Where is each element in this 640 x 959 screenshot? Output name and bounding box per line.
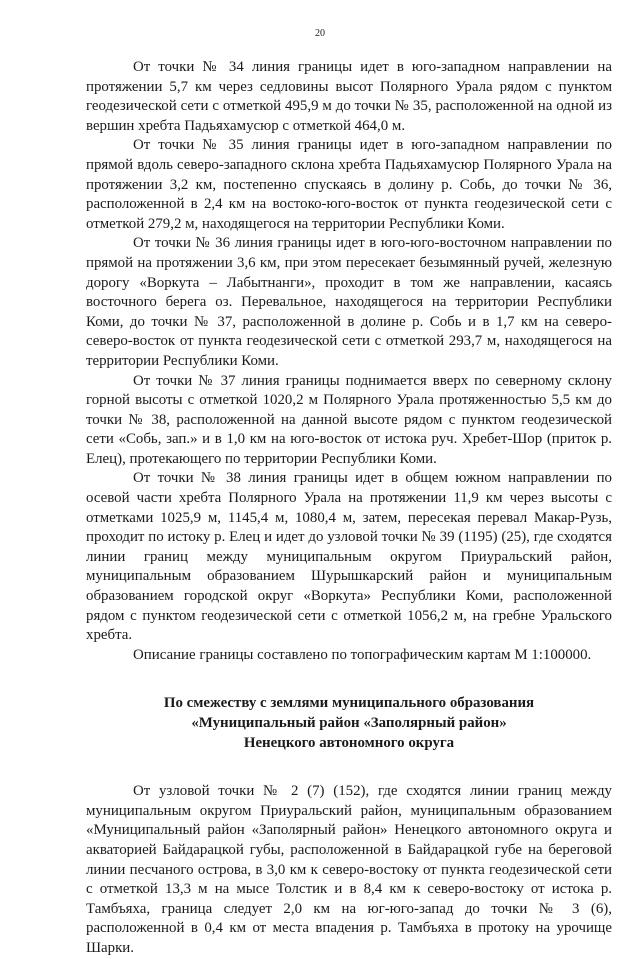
section-heading [86, 694, 612, 753]
paragraph-point-38: От точки № 38 линия границы идет в общем южном направлении по осевой части хребта Полярного Урала на протяжении 11,9 км через высоты с отметками 1025,9 м, 1145,4 м, 1080,4 м, затем, пересекая перевал Макар-Рузь, проходит по истоку р. Елец и идет до узловой точки № 39 (1195) (25), где сходятся линии границ между муниципальным округом Приуральский район, муниципальным образованием Шурышкарский район и муниципальным образованием городской округ «Воркута» Республики Коми, расположенной рядом с пунктом геодезической сети с отметкой 1056,2 м, на гребне Уральского хребта. [86, 470, 612, 644]
document-body [86, 58, 612, 959]
paragraph-point-35: От точки № 35 линия границы идет в юго-западном направлении по прямой вдоль северо-западного склона хребта Падьяхамусюр Полярного Урала на протяжении 3,2 км, постепенно спускаясь в долину р. Собь, до точки № 36, расположенной в 2,4 км на востоко-юго-восток от пункта геодезической сети с отметкой 279,2 м, находящегося на территории Республики Коми. [86, 137, 612, 232]
paragraph-point-2: От узловой точки № 2 (7) (152), где сходятся линии границ между муниципальным округом Приуральский район, муниципальным образованием «Муниципальный район «Заполярный район» Ненецкого автономного округа и акваторией Байдарацкой губы, расположенной в Байдарацкой губе на береговой линии песчаного острова, в 3,0 км к северо-востоку от пункта геодезической сети с отметкой 13,3 м на мысе Толстик и в 8,4 км к северо-востоку от истока р. Тамбъяха, граница следует 2,0 км на юг-юго-запад до точки № 3 (6), расположенной в 0,4 км от места впадения р. Тамбъяха в протоку на урочище Шарки. [86, 783, 612, 956]
paragraph-point-36: От точки № 36 линия границы идет в юго-юго-восточном направлении по прямой на протяжении 3,6 км, при этом пересекает безымянный ручей, железную дорогу «Воркута – Лабытнанги», проходит в том же направлении, касаясь восточного берега оз. Перевальное, находящегося на территории Республики Коми, до точки № 37, расположенной в долине р. Собь и в 1,7 км на северо-северо-восток от пункта геодезической сети с отметкой 293,7 м, находящегося на территории Республики Коми. [86, 235, 612, 369]
section-heading-line-3: Ненецкого автономного округа [243, 734, 455, 751]
page-number: 20 [315, 28, 325, 39]
paragraph-point-37: От точки № 37 линия границы поднимается вверх по северному склону горной высоты с отметкой 1020,2 м Полярного Урала протяженностью 5,5 км до точки № 38, расположенной на данной высоте рядом с пунктом геодезической сети «Собь, зап.» и в 1,0 км на юго-восток от истока руч. Хребет-Шор (приток р. Елец), протекающего по территории Республики Коми. [86, 372, 612, 467]
section-heading-line-1: По смежеству с землями муниципального образования [163, 695, 535, 712]
paragraph-point-34: От точки № 34 линия границы идет в юго-западном направлении на протяжении 5,7 км через седловины высот Полярного Урала рядом с пунктом геодезической сети с отметкой 495,9 м до точки № 35, расположенной на одной из вершин хребта Падьяхамусюр с отметкой 464,0 м. [86, 59, 612, 134]
paragraph-map-source: Описание границы составлено по топографическим картам М 1:100000. [133, 646, 592, 663]
section-heading-line-2: «Муниципальный район «Заполярный район» [191, 715, 507, 731]
